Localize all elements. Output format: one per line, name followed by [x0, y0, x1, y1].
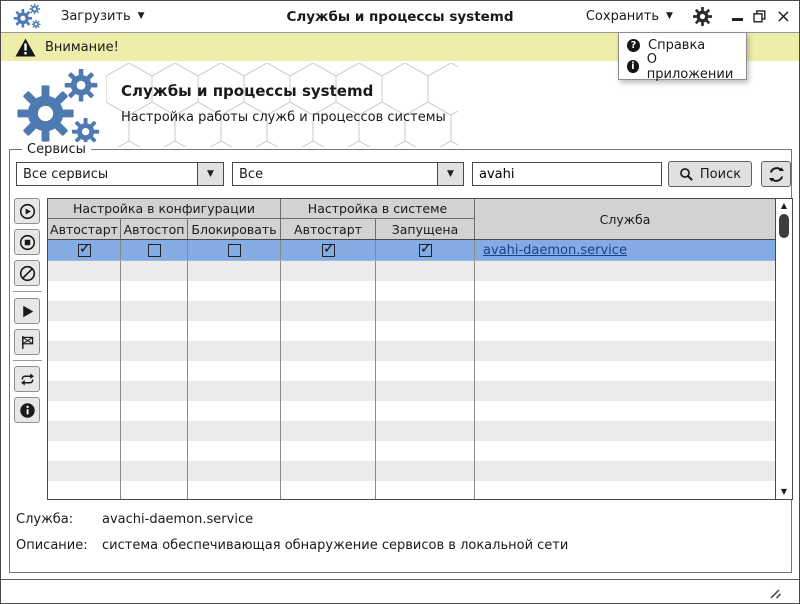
- column-header-service: Служба: [599, 211, 651, 227]
- description-detail-label: Описание:: [16, 538, 88, 553]
- column-header-autostart-system: Автостарт: [281, 219, 376, 239]
- chevron-down-icon: ▼: [665, 11, 673, 21]
- combobox-value: Все сервисы: [23, 167, 109, 182]
- search-input[interactable]: [472, 162, 662, 186]
- column-divider: [375, 261, 376, 499]
- header-subtitle: Настройка работы служб и процессов системы: [121, 110, 446, 125]
- window-title: Службы и процессы systemd: [286, 8, 514, 25]
- checkbox-block[interactable]: [228, 244, 241, 257]
- warning-triangle-icon: [15, 38, 36, 57]
- menu-item-label: О приложении: [646, 51, 734, 82]
- service-type-combobox[interactable]: [16, 162, 224, 186]
- cancel-prohibition-icon: [19, 265, 36, 282]
- column-divider: [280, 261, 281, 499]
- settings-dropdown-menu: [618, 32, 747, 80]
- start-service-circle-icon: [19, 203, 36, 220]
- combobox-value: Все: [239, 167, 264, 182]
- checkbox-autostop[interactable]: [148, 244, 161, 257]
- checkbox-autostart-config[interactable]: [78, 244, 91, 257]
- group-header-system: Настройка в системе: [281, 199, 475, 219]
- run-button[interactable]: [14, 298, 40, 324]
- minimize-button[interactable]: [732, 18, 743, 21]
- vertical-scrollbar[interactable]: [775, 199, 792, 499]
- close-button[interactable]: ×: [775, 5, 791, 27]
- groupbox-legend: Сервисы: [22, 142, 91, 157]
- chevron-down-icon: ▼: [137, 11, 145, 21]
- dropdown-arrow-icon[interactable]: ▼: [437, 163, 463, 185]
- service-state-combobox[interactable]: [232, 162, 464, 186]
- service-detail-value: avachi-daemon.service: [102, 512, 254, 527]
- app-logo-gears-icon: [13, 3, 43, 30]
- table-row-selected[interactable]: [48, 240, 775, 261]
- dropdown-arrow-icon[interactable]: ▼: [197, 163, 223, 185]
- services-groupbox: [9, 142, 792, 573]
- search-magnifier-icon: [679, 167, 694, 182]
- checkbox-running[interactable]: [419, 244, 432, 257]
- settings-gear-button[interactable]: [693, 7, 712, 26]
- service-link[interactable]: avahi-daemon.service: [483, 242, 627, 258]
- table-empty-rows: [48, 261, 775, 499]
- menu-item-label: Справка: [648, 38, 706, 53]
- scrollbar-thumb[interactable]: [779, 214, 789, 238]
- column-header-autostart-config: Автостарт: [48, 219, 121, 239]
- column-header-block: Блокировать: [188, 219, 281, 239]
- help-circle-icon: ?: [627, 39, 640, 52]
- stop-service-circle-icon: [19, 234, 36, 251]
- restart-loop-icon: [19, 371, 36, 388]
- save-label: Сохранить: [585, 9, 659, 24]
- service-detail-label: Служба:: [16, 512, 74, 527]
- resize-grip[interactable]: [767, 586, 783, 599]
- flag-button[interactable]: [14, 329, 40, 355]
- load-label: Загрузить: [61, 9, 131, 24]
- warning-text: Внимание!: [45, 39, 119, 55]
- scroll-down-icon[interactable]: ▼: [780, 487, 788, 496]
- info-circle-icon: i: [627, 60, 639, 73]
- info-button[interactable]: [14, 397, 40, 423]
- titlebar: [1, 1, 799, 33]
- column-divider: [120, 261, 121, 499]
- statusbar: [1, 579, 799, 603]
- table-header: [48, 199, 775, 240]
- refresh-button[interactable]: [761, 161, 791, 187]
- app-logo-gears-icon: [15, 67, 107, 149]
- column-header-running: Запущена: [376, 219, 475, 239]
- description-detail-value: система обеспечивающая обнаружение сервисов в локальной сети: [102, 538, 569, 553]
- refresh-icon: [768, 166, 785, 183]
- search-button[interactable]: [668, 161, 752, 187]
- checkbox-autostart-system[interactable]: [322, 244, 335, 257]
- restart-button[interactable]: [14, 366, 40, 392]
- start-service-button[interactable]: [14, 198, 40, 224]
- group-header-config: Настройка в конфигурации: [48, 199, 281, 219]
- stop-service-button[interactable]: [14, 229, 40, 255]
- toolbar-divider: [13, 360, 42, 361]
- menu-item-about[interactable]: [619, 51, 746, 82]
- column-divider: [187, 261, 188, 499]
- scroll-up-icon[interactable]: ▲: [780, 201, 788, 210]
- column-header-autostop: Автостоп: [121, 219, 188, 239]
- toolbar-divider: [13, 291, 42, 292]
- column-divider: [474, 261, 475, 499]
- header-title: Службы и процессы systemd: [121, 82, 374, 100]
- save-menu-button[interactable]: [580, 5, 679, 28]
- search-button-label: Поиск: [699, 166, 742, 182]
- services-table: [47, 198, 793, 500]
- restore-button[interactable]: [753, 10, 766, 23]
- cancel-button[interactable]: [14, 260, 40, 286]
- info-circle-icon: [19, 402, 36, 419]
- run-play-icon: [19, 303, 36, 320]
- load-menu-button[interactable]: [55, 5, 151, 28]
- flag-crossed-icon: [19, 334, 36, 351]
- hexagon-pattern-decoration: [106, 63, 458, 147]
